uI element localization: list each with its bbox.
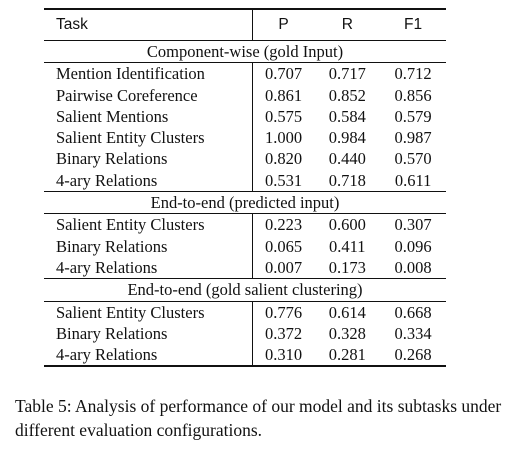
f1-cell: 0.611 xyxy=(394,170,432,190)
task-cell: 4-ary Relations xyxy=(44,170,252,192)
f1-cell: 0.268 xyxy=(394,345,432,365)
recall-cell: 0.411 xyxy=(329,236,366,256)
task-cell: Pairwise Coreference xyxy=(44,85,252,106)
f1-cell: 0.668 xyxy=(394,302,432,322)
section-header-row xyxy=(44,41,446,63)
task-cell: 4-ary Relations xyxy=(44,257,252,279)
table-body xyxy=(44,41,446,367)
table-row xyxy=(44,257,446,279)
section-header-row xyxy=(44,279,446,301)
table-row xyxy=(44,127,446,148)
precision-cell: 0.861 xyxy=(264,85,303,105)
task-cell: Binary Relations xyxy=(44,236,252,257)
precision-cell: 0.065 xyxy=(264,236,303,256)
task-cell: Salient Entity Clusters xyxy=(44,127,252,148)
table-row xyxy=(44,236,446,257)
column-header-p: P xyxy=(278,16,289,33)
section-title: Component-wise (gold Input) xyxy=(146,42,344,61)
precision-cell: 0.223 xyxy=(264,215,303,235)
task-cell: Salient Entity Clusters xyxy=(44,214,252,236)
table-row xyxy=(44,214,446,236)
precision-cell: 0.820 xyxy=(264,149,303,169)
column-header-r: R xyxy=(341,16,353,33)
task-cell: Mention Identification xyxy=(44,63,252,85)
f1-cell: 0.987 xyxy=(394,128,432,148)
f1-cell: 0.856 xyxy=(394,85,432,105)
task-cell: Binary Relations xyxy=(44,323,252,344)
precision-cell: 0.707 xyxy=(264,64,303,84)
table-row xyxy=(44,301,446,323)
recall-cell: 0.440 xyxy=(328,149,366,169)
task-cell: 4-ary Relations xyxy=(44,344,252,366)
recall-cell: 0.717 xyxy=(328,64,366,84)
task-cell: Salient Mentions xyxy=(44,106,252,127)
recall-cell: 0.984 xyxy=(328,128,366,148)
precision-cell: 0.531 xyxy=(264,170,303,190)
recall-cell: 0.173 xyxy=(328,257,366,277)
recall-cell: 0.328 xyxy=(328,323,366,343)
recall-cell: 0.584 xyxy=(328,106,366,126)
task-cell: Binary Relations xyxy=(44,148,252,169)
table-row xyxy=(44,323,446,344)
table-row xyxy=(44,148,446,169)
precision-cell: 0.007 xyxy=(264,257,303,277)
precision-cell: 0.776 xyxy=(264,302,303,322)
f1-cell: 0.570 xyxy=(394,149,432,169)
f1-cell: 0.096 xyxy=(394,236,432,256)
recall-cell: 0.614 xyxy=(328,302,366,322)
recall-cell: 0.281 xyxy=(328,345,366,365)
results-table-container xyxy=(44,8,446,367)
precision-cell: 0.310 xyxy=(264,345,303,365)
f1-cell: 0.334 xyxy=(394,323,432,343)
table-row xyxy=(44,344,446,366)
recall-cell: 0.718 xyxy=(328,170,366,190)
recall-cell: 0.852 xyxy=(328,85,366,105)
table-header-row xyxy=(44,9,446,41)
f1-cell: 0.579 xyxy=(394,106,432,126)
table-row xyxy=(44,106,446,127)
table-row xyxy=(44,63,446,85)
precision-cell: 0.575 xyxy=(264,106,303,126)
table-row xyxy=(44,85,446,106)
column-header-task: Task xyxy=(44,9,252,41)
f1-cell: 0.008 xyxy=(394,257,432,277)
column-header-f1: F1 xyxy=(404,16,423,33)
task-cell: Salient Entity Clusters xyxy=(44,301,252,323)
section-title: End-to-end (predicted input) xyxy=(150,193,340,213)
results-table xyxy=(44,8,446,367)
f1-cell: 0.307 xyxy=(394,215,432,235)
precision-cell: 1.000 xyxy=(264,128,303,148)
table-caption: Table 5: Analysis of performance of our model and its subtasks under different evaluation configurations. xyxy=(15,396,502,440)
precision-cell: 0.372 xyxy=(264,323,303,343)
recall-cell: 0.600 xyxy=(328,215,366,235)
section-title: End-to-end (gold salient clustering) xyxy=(127,280,363,300)
table-row xyxy=(44,170,446,192)
f1-cell: 0.712 xyxy=(394,64,432,84)
section-header-row xyxy=(44,192,446,214)
